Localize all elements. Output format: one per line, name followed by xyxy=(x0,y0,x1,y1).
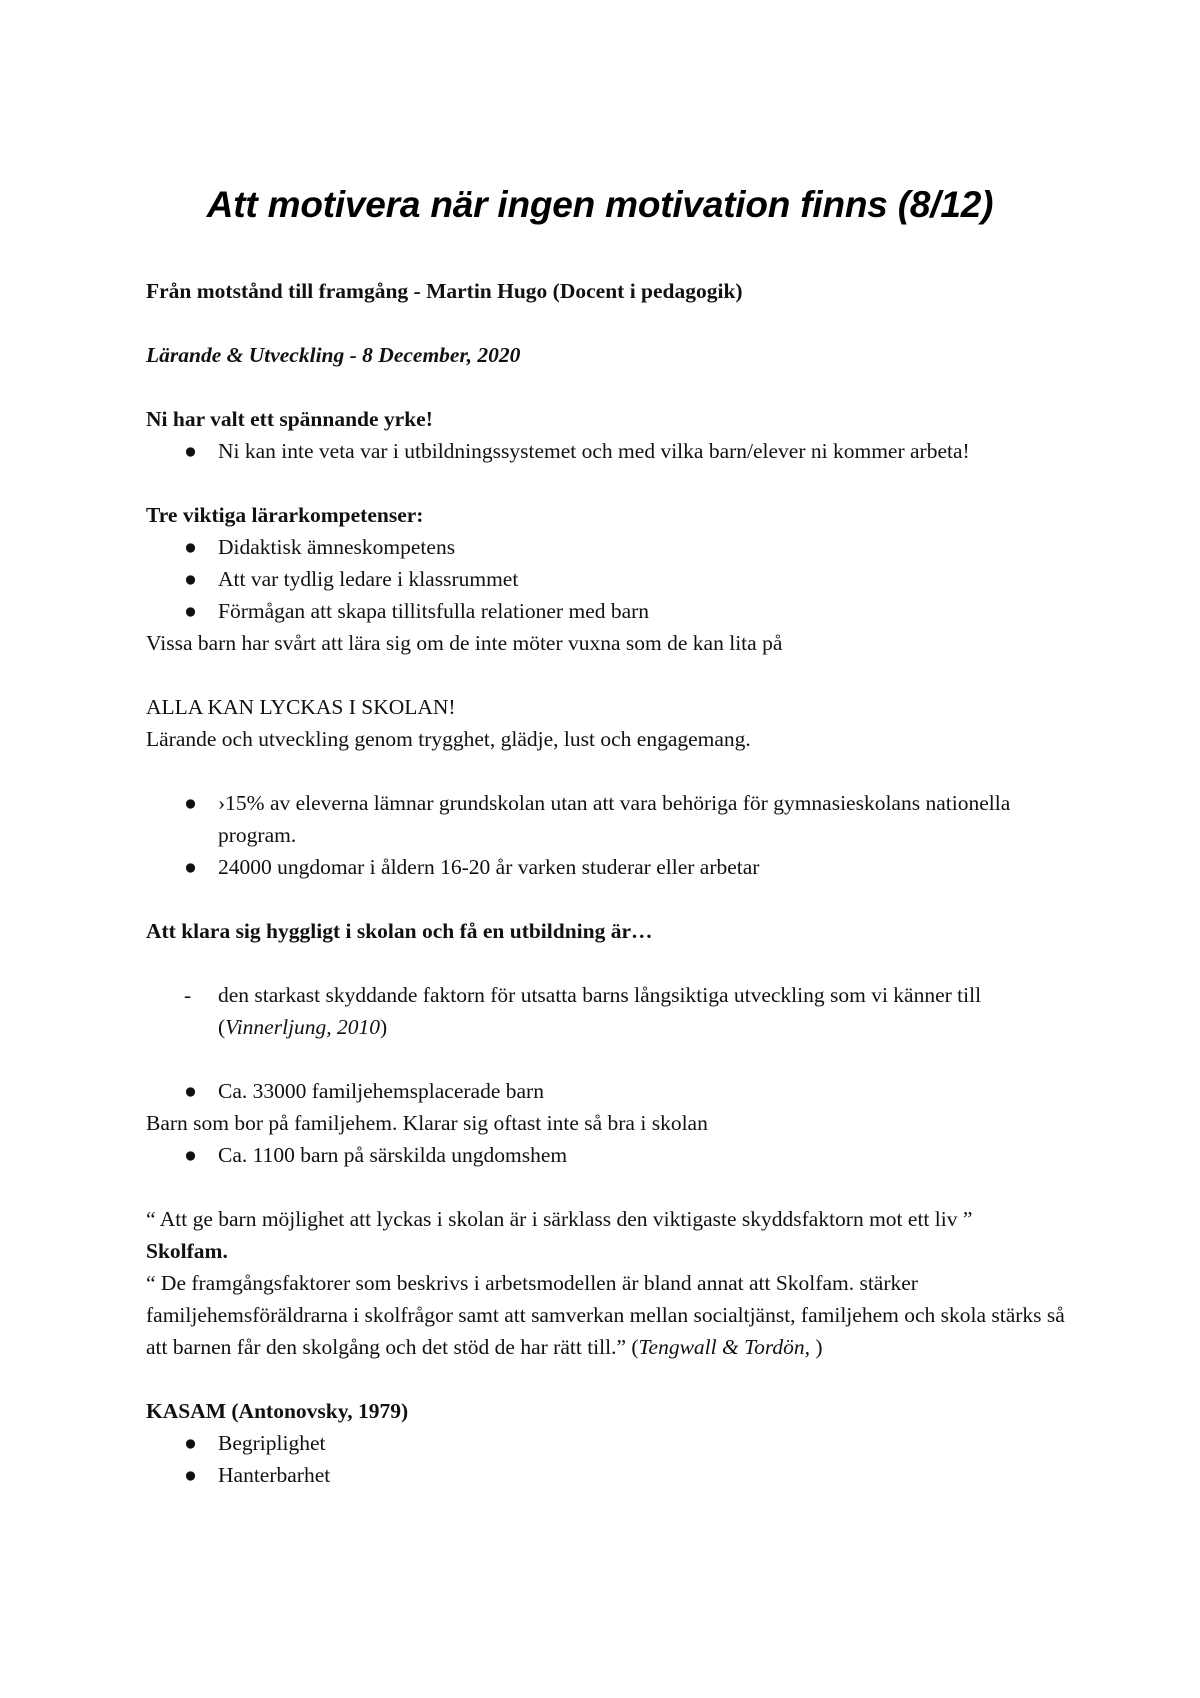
citation: Tengwall & Tordön, xyxy=(638,1335,816,1359)
list-item: ● Ca. 1100 barn på särskilda ungdomshem xyxy=(146,1139,1076,1171)
citation: Vinnerljung, 2010 xyxy=(225,1015,381,1039)
subtitle: Från motstånd till framgång - Martin Hugo (Docent i pedagogik) xyxy=(146,279,743,303)
section-heading-kompetenser: Tre viktiga lärarkompetenser: xyxy=(146,503,424,527)
list-item: ● Ca. 33000 familjehemsplacerade barn xyxy=(146,1075,1076,1107)
list-item: ● Att var tydlig ledare i klassrummet xyxy=(146,563,1076,595)
bullet-icon: ● xyxy=(184,567,197,591)
dash-icon: - xyxy=(184,983,192,1007)
paragraph: Lärande och utveckling genom trygghet, glädje, lust och engagemang. xyxy=(146,727,751,751)
paragraph: Vissa barn har svårt att lära sig om de inte möter vuxna som de kan lita på xyxy=(146,631,783,655)
bullet-icon: ● xyxy=(184,791,197,815)
date-line: Lärande & Utveckling - 8 December, 2020 xyxy=(146,343,521,367)
paragraph: Barn som bor på familjehem. Klarar sig oftast inte så bra i skolan xyxy=(146,1111,708,1135)
list-item: - den starkast skyddande faktorn för utsatta barns långsiktiga utveckling som vi känner till (Vinnerljung, 2010) xyxy=(146,979,1076,1043)
quote: “ De framgångsfaktorer som beskrivs i arbetsmodellen är bland annat att Skolfam. stärker familjehemsföräldrarna i skolfrågor samt att samverkan mellan socialtjänst, familjehem och skola stärks så att barnen får den skolgång och det stöd de har rätt till.” (Tengwall & Tordön, ) xyxy=(146,1271,1065,1359)
bullet-icon: ● xyxy=(184,599,197,623)
bullet-icon: ● xyxy=(184,439,197,463)
section-heading-kasam: KASAM (Antonovsky, 1979) xyxy=(146,1399,409,1423)
page-title: Att motivera när ingen motivation finns (8/12) xyxy=(206,184,994,225)
list-item: ● ›15% av eleverna lämnar grundskolan utan att vara behöriga för gymnasieskolans nationella program. xyxy=(146,787,1076,851)
list-item: ● Hanterbarhet xyxy=(146,1459,1076,1491)
bullet-icon: ● xyxy=(184,1079,197,1103)
quote: “ Att ge barn möjlighet att lyckas i skolan är i särklass den viktigaste skyddsfaktorn mot ett liv ” xyxy=(146,1207,973,1231)
list-item: ● Didaktisk ämneskompetens xyxy=(146,531,1076,563)
list-item: ● Ni kan inte veta var i utbildningssystemet och med vilka barn/elever ni kommer arbeta! xyxy=(146,435,1076,467)
list-item: ● Förmågan att skapa tillitsfulla relationer med barn xyxy=(146,595,1076,627)
list-item: ● 24000 ungdomar i åldern 16-20 år varken studerar eller arbetar xyxy=(146,851,1076,883)
section-heading-utbildning: Att klara sig hyggligt i skolan och få en utbildning är… xyxy=(146,919,653,943)
bullet-icon: ● xyxy=(184,855,197,879)
list-item: ● Begriplighet xyxy=(146,1427,1076,1459)
bullet-icon: ● xyxy=(184,535,197,559)
section-heading-yrke: Ni har valt ett spännande yrke! xyxy=(146,407,433,431)
section-heading-alla-kan: ALLA KAN LYCKAS I SKOLAN! xyxy=(146,695,456,719)
bullet-icon: ● xyxy=(184,1463,197,1487)
section-heading-skolfam: Skolfam. xyxy=(146,1239,228,1263)
bullet-icon: ● xyxy=(184,1431,197,1455)
bullet-icon: ● xyxy=(184,1143,197,1167)
document-body xyxy=(146,275,1076,1491)
